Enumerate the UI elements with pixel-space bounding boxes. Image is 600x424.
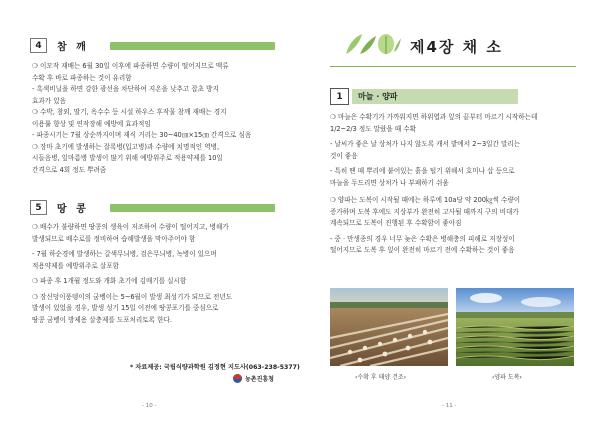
- section-5-title: 땅 콩: [57, 204, 89, 215]
- photo-garlic-drying: [330, 288, 448, 366]
- section-4-bar: [110, 42, 275, 50]
- photo-onion-lodging: [456, 288, 574, 366]
- paragraph: ❍ 장신덩이풍뎅이의 굼벵이는 5~6월이 발생 최성기가 되므로 전년도: [32, 292, 233, 301]
- paragraph: 시들음병, 잎마름병 발생이 많기 위해 예방위주로 적용약제를 10일: [32, 154, 223, 162]
- paragraph: 수확 후 바로 파종하는 것이 유리함: [32, 73, 132, 82]
- section-5-header: [30, 200, 89, 215]
- vegetable-leaves-icon: [342, 30, 402, 58]
- rda-logo: [233, 374, 274, 383]
- paragraph: ❍ 배수가 불량하면 땅콩의 생육이 저조하여 수량이 떨어지고, 병해가: [32, 223, 229, 231]
- paragraph: 적용약제를 예방위주로 살포함: [32, 261, 119, 270]
- section-4-number: 4: [30, 38, 47, 53]
- paragraph: 떨어지므로 도복 후 잎이 완전히 마르기 전에 수확하는 것이 좋음: [330, 246, 515, 254]
- page-number-right: - 11 -: [442, 403, 457, 409]
- photo-caption-garlic: ‹수확 후 태양 건조›: [355, 374, 407, 381]
- garlic-drying-image: [330, 288, 448, 366]
- section-1-body: [330, 112, 592, 257]
- section-1-number: 1: [330, 88, 349, 105]
- rda-logo-text: 농촌진흥청: [245, 376, 274, 383]
- paragraph: ❍ 장마 초기에 발생하는 잘록병(입고병)과 수량에 치명적인 역병,: [32, 142, 220, 151]
- paragraph: 계속되므로 도복이 진행된 후 수확함이 좋아짐: [330, 219, 462, 227]
- paragraph: - 7월 하순경에 발생하는 갈색무늬병, 검은무늬병, 녹병이 있으며: [32, 250, 217, 258]
- paragraph: - 중 · 만생종의 경우 너무 늦은 수확은 병해충의 피해로 저장성이: [330, 234, 515, 243]
- paragraph: 것이 좋음: [330, 151, 358, 160]
- source-credit: * 자료제공: 국립식량과학원 김정현 지도사(063-238-5377): [130, 364, 300, 371]
- paragraph: 이용률 향상 및 연작장해 예방에 효과적임: [32, 119, 151, 128]
- rda-logo-icon: [233, 374, 242, 383]
- onion-lodging-image: [456, 288, 574, 366]
- paragraph: 효과가 있음: [32, 96, 66, 105]
- paragraph: ❍ 양파는 도복이 시작될 때에는 하루에 10a당 약 200㎏씩 수량이: [330, 196, 521, 204]
- chapter-divider: [330, 66, 576, 67]
- section-4-header: [30, 38, 89, 53]
- section-4-title: 참 깨: [57, 42, 89, 53]
- chapter-title: 제4장 채 소: [410, 38, 503, 56]
- paragraph: - 특히 땐 때 뿌리에 붙어있는 흙을 털기 위해서 호미나 삽 등으로: [330, 167, 515, 175]
- photo-caption-onion: ‹양파 도복›: [492, 374, 522, 381]
- paragraph: - 날씨가 좋은 날 상처가 나지 않도록 캐서 밭에서 2~3일간 말리는: [330, 140, 521, 148]
- page-number-left: - 10 -: [142, 403, 157, 409]
- section-5-body: [32, 222, 294, 326]
- paragraph: ❍ 마늘은 수확기가 가까워지면 하위엽과 잎의 끝부터 마르기 시작하는데: [330, 113, 538, 121]
- paragraph: 증가하며 도복 후에도 지상부가 완전히 고사될 때까지 구의 비대가: [330, 207, 519, 216]
- paragraph: ❍ 수박, 참외, 딸기, 옥수수 등 시설 하우스 후작물 참깨 재배는 경지: [32, 108, 227, 116]
- section-4-body: [32, 61, 292, 176]
- paragraph: ❍ 이모작 재배는 6월 30일 이후에 파종하면 수량이 떨어지므로 맥류: [32, 62, 229, 70]
- section-5-bar: [110, 204, 275, 212]
- paragraph: - 파종시기는 7월 상순까지이며 재식 거리는 30~40㎝×15㎝ 간격으로 심음: [32, 131, 252, 139]
- paragraph: 간격으로 4회 정도 뿌려줌: [32, 165, 107, 174]
- paragraph: ❍ 파종 후 1개월 정도와 개화 초기에 김매기를 실시함: [32, 277, 187, 285]
- paragraph: 발생되므로 배수로를 정비하여 습해발생을 막아주어야 함: [32, 234, 196, 243]
- section-1-title: 마늘 · 양파: [352, 89, 518, 104]
- paragraph: 땅콩 굼벵이 방제용 살충제를 도포처리토록 한다.: [32, 315, 172, 324]
- paragraph: 발생이 있었을 경우, 발생 성기 15일 이전에 땅콩포기를 중심으로: [32, 304, 219, 312]
- paragraph: - 흑색비닐을 하면 강한 광선을 차단하여 지온을 낮추고 잡초 방지: [32, 85, 219, 93]
- paragraph: 마늘을 두드리면 상처가 나 부패하기 쉬움: [330, 178, 449, 187]
- section-5-number: 5: [30, 200, 47, 215]
- section-1-header: [330, 88, 518, 105]
- paragraph: 1/2~2/3 정도 말랐을 때 수확: [330, 124, 417, 133]
